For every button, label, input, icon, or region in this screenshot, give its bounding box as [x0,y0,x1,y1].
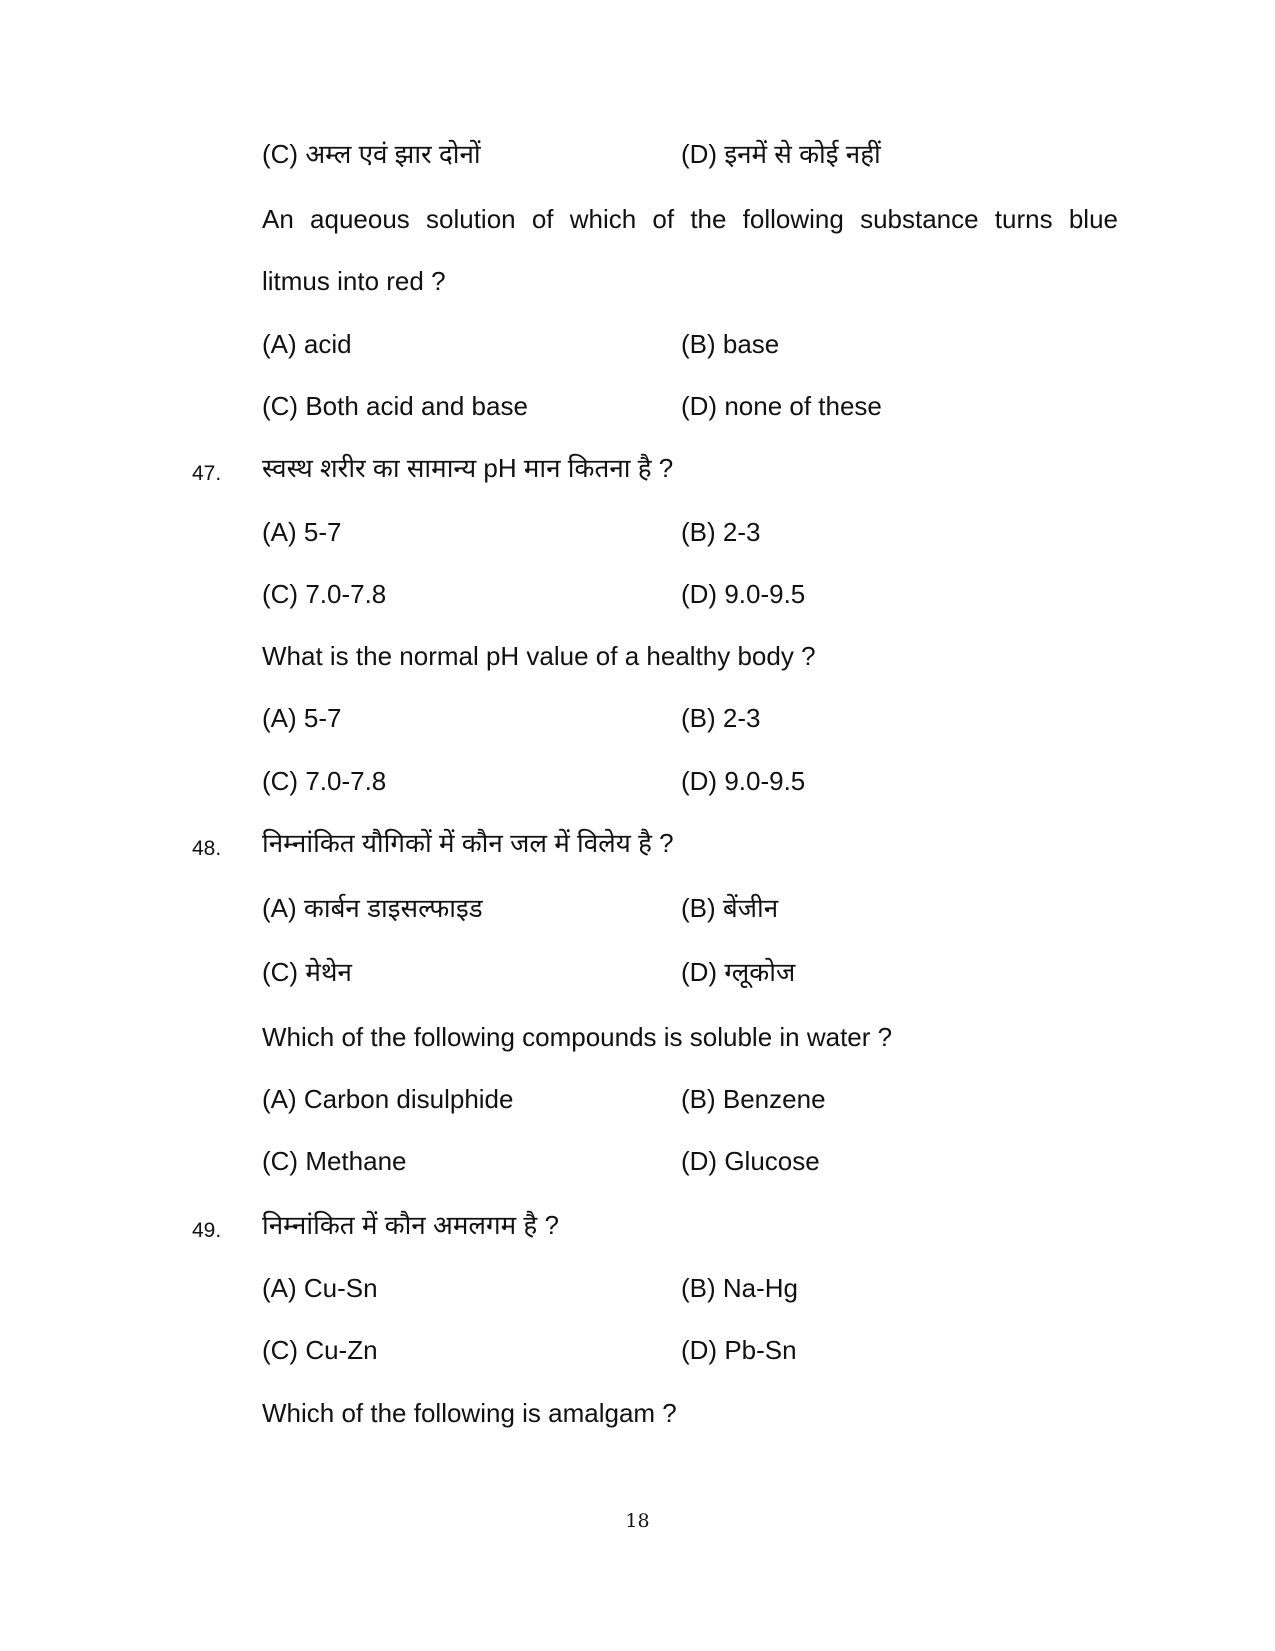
q49-number: 49. [192,1219,222,1242]
q47-hindi-option-b: (B) 2-3 [681,517,761,547]
q46-english-option-a: (A) acid [262,329,352,359]
page-number: 18 [625,1510,650,1532]
q49-option-a: (A) Cu-Sn [262,1273,378,1303]
q48-hindi-question: निम्नांकित यौगिकों में कौन जल में विलेय है ? [262,828,674,858]
q47-english-question: What is the normal pH value of a healthy body ? [262,641,816,671]
q47-hindi-question: स्वस्थ शरीर का सामान्य pH मान कितना है ? [262,453,674,483]
q48-hindi-option-c: (C) मेथेन [262,957,352,987]
q48-english-option-d: (D) Glucose [681,1146,820,1176]
q49-option-c: (C) Cu-Zn [262,1335,378,1365]
q46-english-option-d: (D) none of these [681,391,882,421]
q49-hindi-question: निम्नांकित में कौन अमलगम है ? [262,1210,559,1240]
q47-english-option-c: (C) 7.0-7.8 [262,766,387,796]
q46-hindi-option-d: (D) इनमें से कोई नहीं [681,139,881,169]
q46-english-option-b: (B) base [681,329,780,359]
q49-option-b: (B) Na-Hg [681,1273,799,1303]
q47-english-option-a: (A) 5-7 [262,703,342,733]
q47-english-option-d: (D) 9.0-9.5 [681,766,806,796]
q46-english-question-line2: litmus into red ? [262,266,446,296]
q47-hindi-option-a: (A) 5-7 [262,517,342,547]
q46-english-option-c: (C) Both acid and base [262,391,528,421]
q48-hindi-option-b: (B) बेंजीन [681,893,779,923]
q48-number: 48. [192,837,222,860]
q47-number: 47. [192,462,222,485]
q46-hindi-option-c: (C) अम्ल एवं झार दोनों [262,139,481,169]
q47-hindi-option-c: (C) 7.0-7.8 [262,579,387,609]
q48-english-option-a: (A) Carbon disulphide [262,1084,514,1114]
q46-english-question-line1: An aqueous solution of which of the following substance turns blue [262,204,1118,234]
q48-english-question: Which of the following compounds is soluble in water ? [262,1022,893,1052]
q49-english-question: Which of the following is amalgam ? [262,1398,677,1428]
q48-hindi-option-d: (D) ग्लूकोज [681,957,796,987]
q48-english-option-b: (B) Benzene [681,1084,826,1114]
q48-hindi-option-a: (A) कार्बन डाइसल्फाइड [262,893,483,923]
q47-english-option-b: (B) 2-3 [681,703,761,733]
q47-hindi-option-d: (D) 9.0-9.5 [681,579,806,609]
q49-option-d: (D) Pb-Sn [681,1335,797,1365]
q48-english-option-c: (C) Methane [262,1146,407,1176]
